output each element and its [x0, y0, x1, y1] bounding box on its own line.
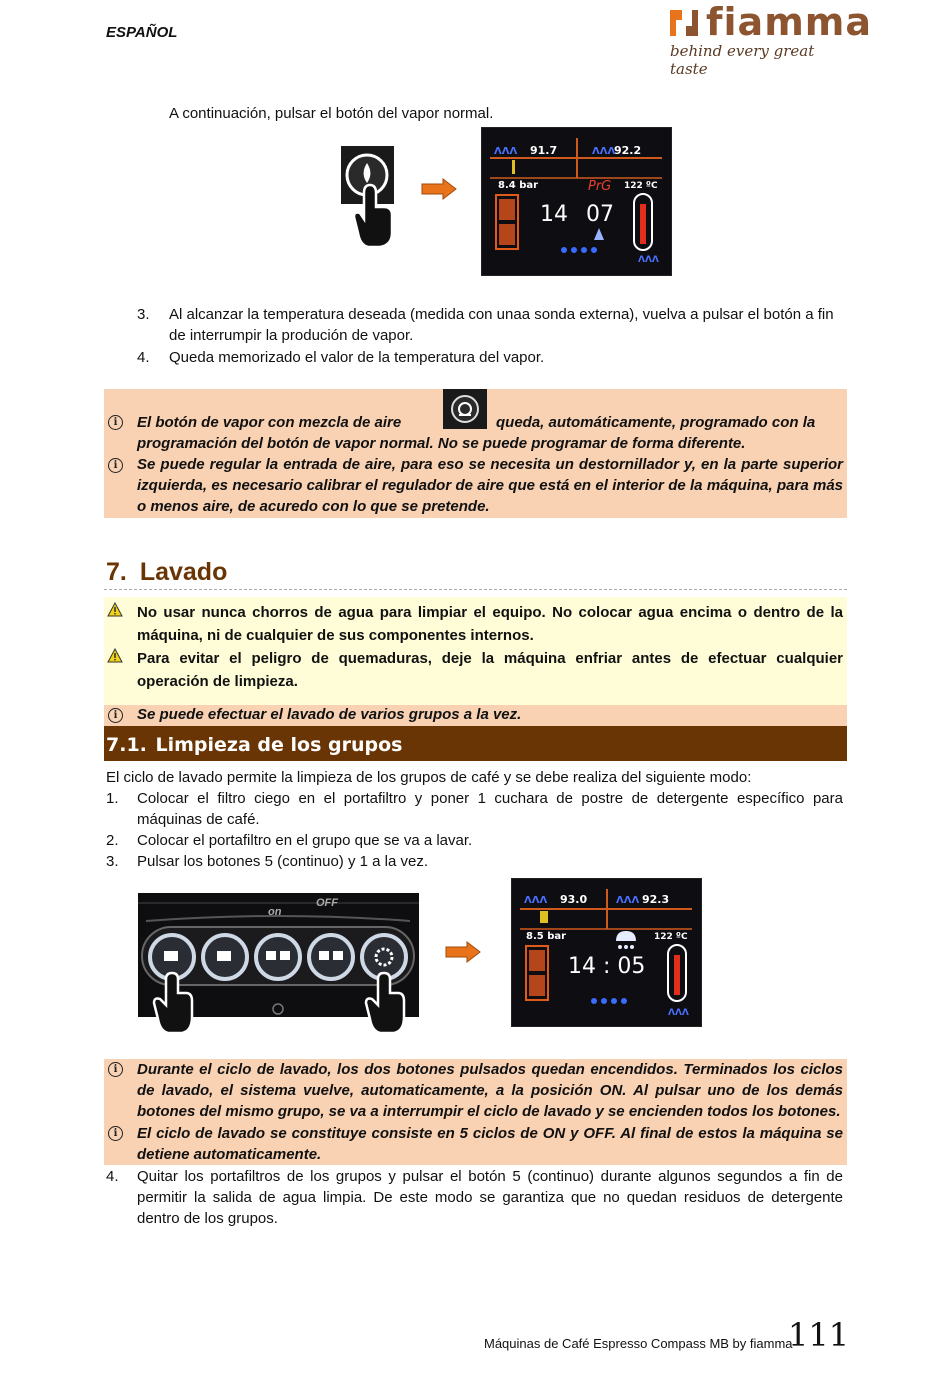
- mode-label: PrG: [588, 179, 612, 194]
- section-rule: [104, 589, 847, 590]
- subsection-bar: [104, 726, 847, 761]
- info-icon: i: [108, 1062, 123, 1077]
- step-text: Colocar el filtro ciego en el portafiltro y poner 1 cuchara de postre de detergente específico para máquinas de café.: [137, 790, 843, 828]
- note-text: Durante el ciclo de lavado, los dos botones pulsados quedan encendidos. Terminados los ciclos de lavado, el sistema vuelve, automaticamente, a la posición ON. Al pulsar uno de los demás botones del mismo grupo, se va a interrumpir el ciclo de lavado y se encienden todos los botones.: [137, 1061, 843, 1120]
- svg-text:ΛΛΛ: ΛΛΛ: [668, 1008, 689, 1018]
- pressure-label: 8.5 bar: [526, 931, 567, 942]
- temp-right-label: 92.2: [614, 144, 642, 157]
- pressure-label: 8.4 bar: [498, 180, 539, 191]
- hand-press-icon: [340, 145, 398, 250]
- time-label: 14 : 05: [568, 954, 646, 979]
- info-multi-text: Se puede efectuar el lavado de varios grupos a la vez.: [137, 706, 522, 723]
- page-number: 111: [788, 1316, 850, 1354]
- header-language: ESPAÑOL: [106, 24, 178, 41]
- time-left-label: 14: [540, 202, 568, 227]
- subsection-number: 7.1.: [106, 734, 147, 756]
- warning-icon: [107, 648, 123, 663]
- intro2-text: El ciclo de lavado permite la limpieza de los grupos de café y se debe realiza del siguiente modo:: [106, 769, 752, 786]
- info-icon: i: [108, 708, 123, 723]
- svg-text:ΛΛΛ: ΛΛΛ: [638, 255, 659, 265]
- svg-text:ΛΛΛ: ΛΛΛ: [592, 146, 616, 157]
- time-right-label: 07: [586, 202, 614, 227]
- svg-text:ΛΛΛ: ΛΛΛ: [616, 895, 640, 906]
- subsection-title: Limpieza de los grupos: [155, 734, 403, 756]
- brand-logo: [668, 0, 873, 78]
- step-text: Al alcanzar la temperatura deseada (medida con unaa sonda externa), vuelva a pulsar el botón a fin de interrumpir la produción de vapor.: [169, 306, 834, 344]
- brand-mark-icon: [668, 8, 700, 38]
- note-line1-cont: programación del botón de vapor normal. No se puede programar de forma diferente.: [137, 435, 746, 452]
- svg-text:ΛΛΛ: ΛΛΛ: [524, 895, 548, 906]
- temp-right-label: 92.3: [642, 893, 670, 906]
- temp-left-label: 93.0: [560, 893, 588, 906]
- brand-tagline: behind every great taste: [670, 42, 815, 78]
- panel-button: [203, 935, 247, 979]
- display-screen-1: [481, 127, 672, 276]
- info-icon: i: [108, 415, 123, 430]
- step-number: 3.: [106, 853, 119, 870]
- step-number: 1.: [106, 790, 119, 807]
- steam-air-button-icon: [443, 389, 487, 429]
- panel-off-label: OFF: [316, 897, 338, 909]
- step-text: Colocar el portafiltro en el grupo que se va a lavar.: [137, 832, 473, 849]
- step-number: 2.: [106, 832, 119, 849]
- step-text: Queda memorizado el valor de la temperatura del vapor.: [169, 349, 545, 366]
- display-screen-2: [511, 878, 702, 1027]
- note-line1-post: queda, automáticamente, programado con la: [496, 414, 816, 431]
- section-heading: [106, 558, 227, 587]
- steam-temp-label: 122 ºC: [624, 181, 658, 191]
- warning-icon: [107, 602, 123, 617]
- subsection-heading: [106, 734, 402, 756]
- brand-name: fiamma: [706, 0, 873, 44]
- step-number: 4.: [106, 1168, 119, 1185]
- step-number: 3.: [137, 306, 150, 323]
- panel-button: [309, 935, 353, 979]
- section-number: 7.: [106, 558, 127, 586]
- warning-text: Para evitar el peligro de quemaduras, deje la máquina enfriar antes de efectuar cualquier operación de limpieza.: [137, 650, 843, 690]
- panel-on-label: on: [268, 906, 282, 918]
- section-title: Lavado: [139, 558, 228, 586]
- note-text: El botón de vapor con mezcla de aire: [137, 414, 402, 431]
- arrow-right-icon: [445, 941, 481, 963]
- steam-button-press-figure: [340, 145, 398, 250]
- step-number: 4.: [137, 349, 150, 366]
- intro-text: A continuación, pulsar el botón del vapor normal.: [169, 105, 494, 122]
- note-text: El ciclo de lavado se constituye consiste en 5 ciclos de ON y OFF. Al final de estos la máquina se detiene automaticamente.: [137, 1125, 843, 1163]
- step-text: Quitar los portafiltros de los grupos y pulsar el botón 5 (continuo) durante algunos segundos a fin de permitir la salida de agua limpia. De este modo se garantiza que no quedan residuos de detergente dentro de los grupos.: [137, 1168, 843, 1227]
- button-panel-figure: [138, 893, 419, 1033]
- svg-text:ΛΛΛ: ΛΛΛ: [494, 146, 518, 157]
- info-icon: i: [108, 458, 123, 473]
- warning-text: No usar nunca chorros de agua para limpiar el equipo. No colocar agua encima o dentro de la máquina, ni de cualquier de sus componentes internos.: [137, 604, 843, 644]
- note-line2: Se puede regular la entrada de aire, para eso se necesita un destornillador y, en la parte superior izquierda, es necesario calibrar el regulador de aire que está en el interior de la máquina, para más o menos aire, de acuredo con lo que se pretende.: [137, 456, 843, 515]
- arrow-right-icon: [421, 178, 457, 200]
- steam-temp-label: 122 ºC: [654, 932, 688, 942]
- panel-button: [256, 935, 300, 979]
- note-line1-pre: [137, 412, 437, 433]
- temp-left-label: 91.7: [530, 144, 558, 157]
- info-icon: i: [108, 1126, 123, 1141]
- footer-title: Máquinas de Café Espresso Compass MB by fiamma: [484, 1336, 793, 1351]
- step-text: Pulsar los botones 5 (continuo) y 1 a la vez.: [137, 853, 428, 870]
